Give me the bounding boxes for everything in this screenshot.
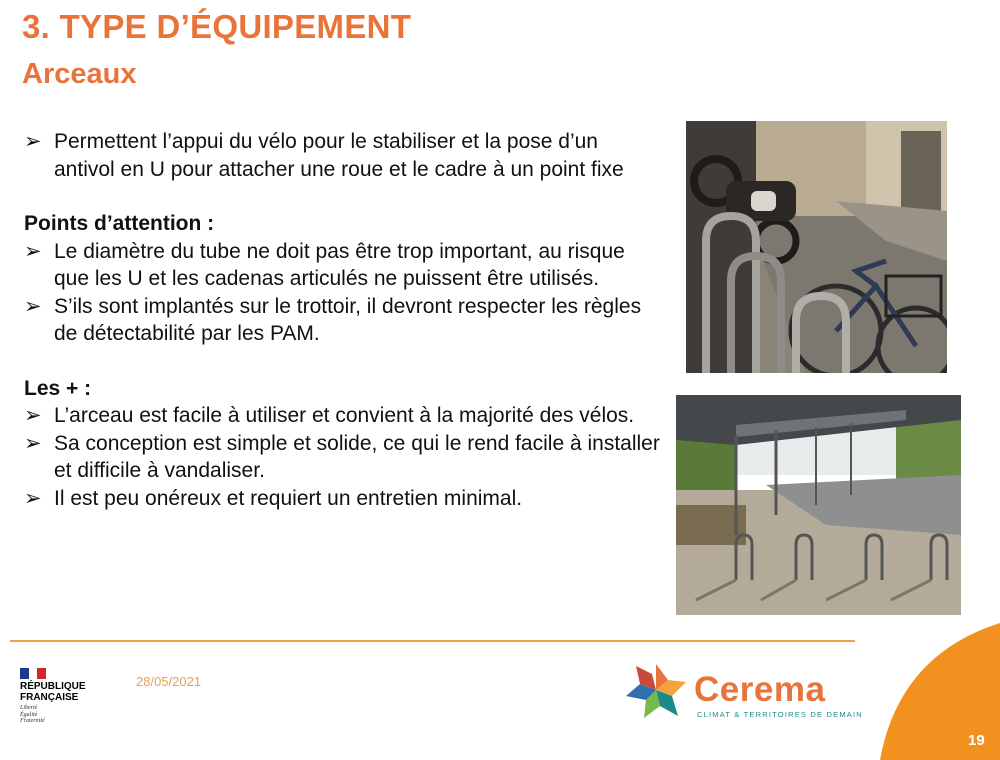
bullet-text: Il est peu onéreux et requiert un entretien minimal. bbox=[54, 486, 523, 510]
cerema-logo-icon bbox=[622, 660, 690, 720]
arrow-bullet-icon: ➢ bbox=[24, 404, 42, 427]
arrow-bullet-icon: ➢ bbox=[24, 294, 42, 318]
list-item bbox=[24, 128, 664, 183]
list-item bbox=[24, 402, 664, 430]
list-item bbox=[24, 485, 664, 513]
bullet-text: Permettent l’appui du vélo pour le stabiliser et la pose d’un antivol en U pour attacher une roue et le cadre à un point fixe bbox=[54, 130, 624, 181]
slide-title: 3. TYPE D’ÉQUIPEMENT bbox=[22, 8, 412, 45]
footer-divider bbox=[10, 640, 855, 642]
bike-shelter-photo bbox=[676, 395, 961, 615]
list-item bbox=[24, 293, 664, 348]
bullet-text: L’arceau est facile à utiliser et convient à la majorité des vélos. bbox=[54, 404, 635, 427]
french-flag-icon bbox=[20, 668, 46, 679]
republique-text: RÉPUBLIQUE FRANÇAISE bbox=[20, 681, 86, 703]
bullet-text: S’ils sont implantés sur le trottoir, il devront respecter les règles de détectabilité par les PAM. bbox=[54, 294, 642, 345]
arrow-bullet-icon: ➢ bbox=[24, 486, 42, 510]
bullet-text: Le diamètre du tube ne doit pas être trop important, au risque que les U et les cadenas articulés ne puissent être utilisés. bbox=[54, 239, 625, 290]
arrow-bullet-icon: ➢ bbox=[24, 239, 42, 263]
republique-francaise-logo bbox=[20, 668, 86, 725]
cerema-tagline: CLIMAT & TERRITOIRES DE DEMAIN bbox=[697, 710, 863, 719]
devise-text: Liberté Égalité Fraternité bbox=[20, 705, 45, 724]
cerema-brand-name: Cerema bbox=[694, 670, 826, 709]
arrow-bullet-icon: ➢ bbox=[24, 130, 42, 153]
arrow-bullet-icon: ➢ bbox=[24, 431, 42, 455]
slide-date: 28/05/2021 bbox=[136, 674, 202, 689]
slide-content bbox=[24, 128, 664, 512]
slide-subtitle: Arceaux bbox=[22, 58, 137, 90]
bike-racks-photo bbox=[686, 121, 947, 373]
list-item bbox=[24, 430, 664, 485]
page-number: 19 bbox=[968, 732, 985, 749]
list-item bbox=[24, 238, 664, 293]
attention-heading: Points d’attention : bbox=[24, 212, 215, 235]
bullet-text: Sa conception est simple et solide, ce qui le rend facile à installer et difficile à vandaliser. bbox=[54, 431, 660, 482]
plus-heading: Les + : bbox=[24, 376, 92, 400]
